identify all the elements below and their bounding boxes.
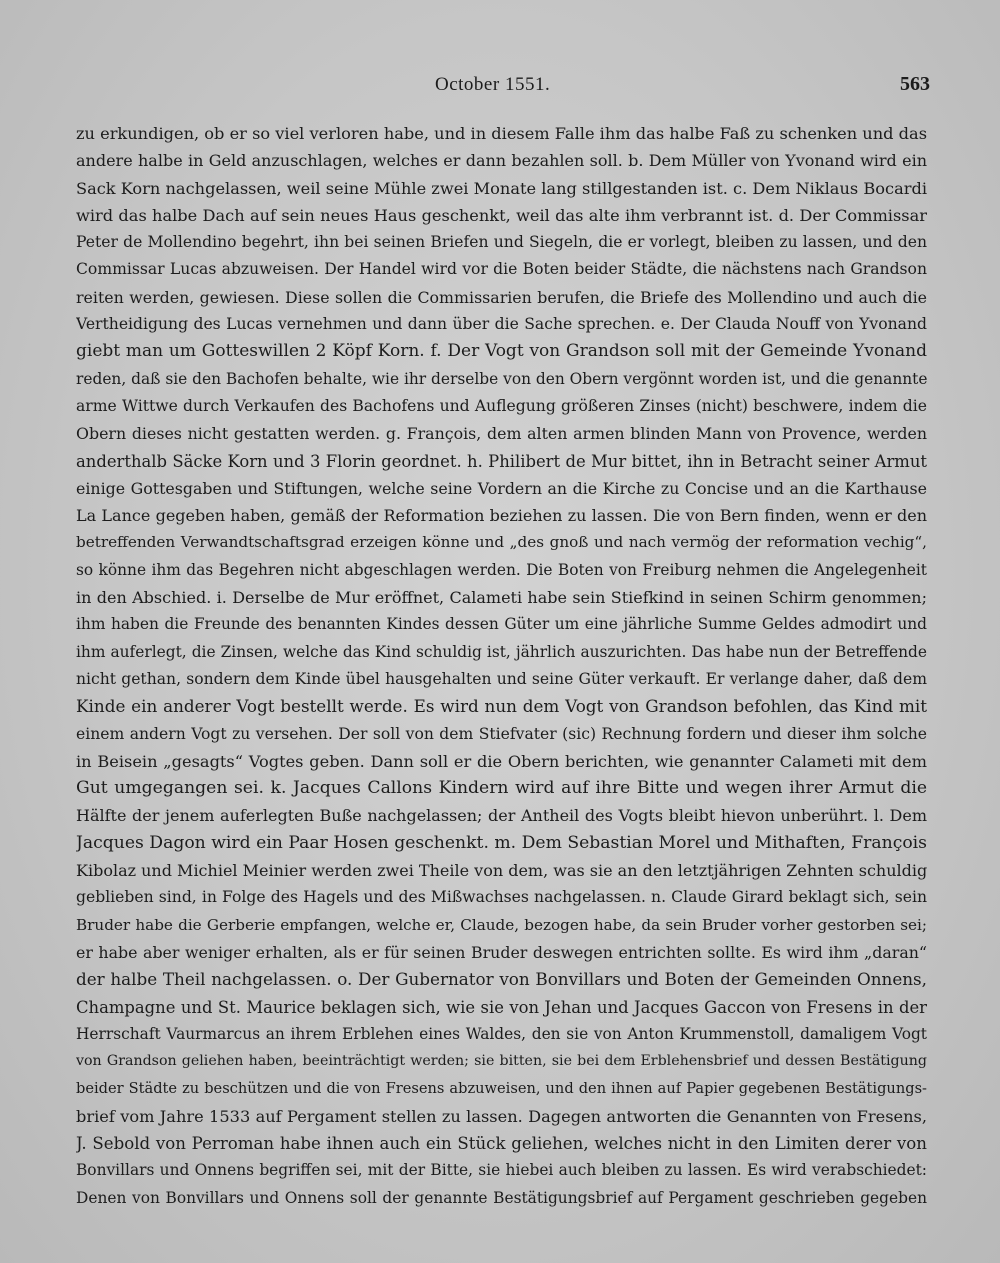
text-line: reden, daß sie den Bachofen behalte, wie ihr derselbe von den Obern vergönnt worden ist, und die genannte <box>76 369 927 388</box>
text-line: zu erkundigen, ob er so viel verloren habe, und in diesem Falle ihm das halbe Faß zu schenken und das <box>76 124 927 143</box>
text-line: reiten werden, gewiesen. Diese sollen die Commissarien berufen, die Briefe des Mollendino und auch die <box>76 287 927 307</box>
text-line: ihm haben die Freunde des benannten Kindes dessen Güter um eine jährliche Summe Geldes admodirt und <box>76 615 927 634</box>
text-line: Bruder habe die Gerberie empfangen, welche er, Claude, bezogen habe, da sein Bruder vorher gestorben sei; <box>76 915 927 934</box>
page-header <box>70 74 930 104</box>
text-line: Kinde ein anderer Vogt bestellt werde. Es wird nun dem Vogt von Grandson befohlen, das Kind mit <box>76 696 927 717</box>
text-line: ihm auferlegt, die Zinsen, welche das Kind schuldig ist, jährlich auszurichten. Das habe nun der Betreffende <box>76 642 927 661</box>
page-number: 563 <box>900 73 930 95</box>
text-line: brief vom Jahre 1533 auf Pergament stellen zu lassen. Dagegen antworten die Genannten von Fresens, <box>76 1106 927 1126</box>
text-line: Peter de Mollendino begehrt, ihn bei seinen Briefen und Siegeln, die er vorlegt, bleiben zu lassen, und den <box>76 233 927 252</box>
text-line: Kibolaz und Michiel Meinier werden zwei Theile von dem, was sie an den letztjährigen Zehnten schuldig <box>76 861 927 881</box>
text-line: Bonvillars und Onnens begriffen sei, mit der Bitte, sie hiebei auch bleiben zu lassen. Es wird verabschiedet: <box>76 1161 927 1180</box>
text-line: Champagne und St. Maurice beklagen sich, wie sie von Jehan und Jacques Gaccon von Fresens in der <box>76 997 927 1017</box>
body-text <box>76 120 927 1212</box>
text-line: Sack Korn nachgelassen, weil seine Mühle zwei Monate lang stillgestanden ist. c. Dem Niklaus Bocardi <box>76 178 927 198</box>
text-line: Commissar Lucas abzuweisen. Der Handel wird vor die Boten beider Städte, die nächstens nach Grandson <box>76 260 927 279</box>
text-line: Denen von Bonvillars und Onnens soll der genannte Bestätigungsbrief auf Pergament geschrieben gegeben <box>76 1188 927 1207</box>
text-line: von Grandson geliehen haben, beeinträchtigt werden; sie bitten, sie bei dem Erblehensbrief und dessen Bestätigung <box>76 1053 927 1070</box>
text-line: giebt man um Gotteswillen 2 Köpf Korn. f. Der Vogt von Grandson soll mit der Gemeinde Yvonand <box>76 341 927 362</box>
text-line: wird das halbe Dach auf sein neues Haus geschenkt, weil das alte ihm verbrannt ist. d. Der Commissar <box>76 205 927 225</box>
text-line: er habe aber weniger erhalten, als er für seinen Bruder deswegen entrichten sollte. Es wird ihm „daran“ <box>76 942 927 962</box>
text-line: der halbe Theil nachgelassen. o. Der Gubernator von Bonvillars und Boten der Gemeinden Onnens, <box>76 969 927 990</box>
text-line: arme Wittwe durch Verkaufen des Bachofens und Auflegung größeren Zinses (nicht) beschwere, indem die <box>76 396 927 415</box>
text-line: J. Sebold von Perroman habe ihnen auch ein Stück geliehen, welches nicht in den Limiten derer von <box>76 1133 927 1153</box>
text-line: Herrschaft Vaurmarcus an ihrem Erblehen eines Waldes, den sie von Anton Krummenstoll, damaligem Vogt <box>76 1024 927 1043</box>
text-line: Gut umgegangen sei. k. Jacques Callons Kindern wird auf ihre Bitte und wegen ihrer Armut die <box>76 778 927 799</box>
running-head: October 1551. <box>435 74 551 95</box>
text-line: in den Abschied. i. Derselbe de Mur eröffnet, Calameti habe sein Stiefkind in seinen Schirm genommen; <box>76 588 927 608</box>
text-line: einige Gottesgaben und Stiftungen, welche seine Vordern an die Kirche zu Concise und an die Karthause <box>76 478 927 498</box>
text-line: einem andern Vogt zu versehen. Der soll von dem Stiefvater (sic) Rechnung fordern und dieser ihm solche <box>76 724 927 743</box>
text-line: geblieben sind, in Folge des Hagels und des Mißwachses nachgelassen. n. Claude Girard beklagt sich, sein <box>76 888 927 907</box>
text-line: in Beisein „gesagts“ Vogtes geben. Dann soll er die Obern berichten, wie genannter Calameti mit dem <box>76 751 927 771</box>
text-line: beider Städte zu beschützen und die von Fresens abzuweisen, und den ihnen auf Papier gegebenen Bestätigungs- <box>76 1080 927 1098</box>
text-line: Obern dieses nicht gestatten werden. g. François, dem alten armen blinden Mann von Provence, werden <box>76 424 927 444</box>
text-line: Jacques Dagon wird ein Paar Hosen geschenkt. m. Dem Sebastian Morel und Mithaften, François <box>76 832 927 853</box>
text-line: andere halbe in Geld anzuschlagen, welches er dann bezahlen soll. b. Dem Müller von Yvonand wird ein <box>76 151 927 171</box>
text-line: Hälfte der jenem auferlegten Buße nachgelassen; der Antheil des Vogts bleibt hievon unberührt. l. Dem <box>76 806 927 826</box>
text-line: Vertheidigung des Lucas vernehmen und dann über die Sache sprechen. e. Der Clauda Nouff von Yvonand <box>76 315 927 334</box>
text-line: so könne ihm das Begehren nicht abgeschlagen werden. Die Boten von Freiburg nehmen die Angelegenheit <box>76 560 927 579</box>
text-line: nicht gethan, sondern dem Kinde übel hausgehalten und seine Güter verkauft. Er verlange daher, daß dem <box>76 669 927 688</box>
text-line: betreffenden Verwandtschaftsgrad erzeigen könne und „des gnoß und nach vermög der reformation vechig“, <box>76 533 927 552</box>
text-line: anderthalb Säcke Korn und 3 Florin geordnet. h. Philibert de Mur bittet, ihn in Betracht seiner Armut <box>76 451 927 471</box>
text-line: La Lance gegeben haben, gemäß der Reformation beziehen zu lassen. Die von Bern finden, wenn er den <box>76 506 927 526</box>
